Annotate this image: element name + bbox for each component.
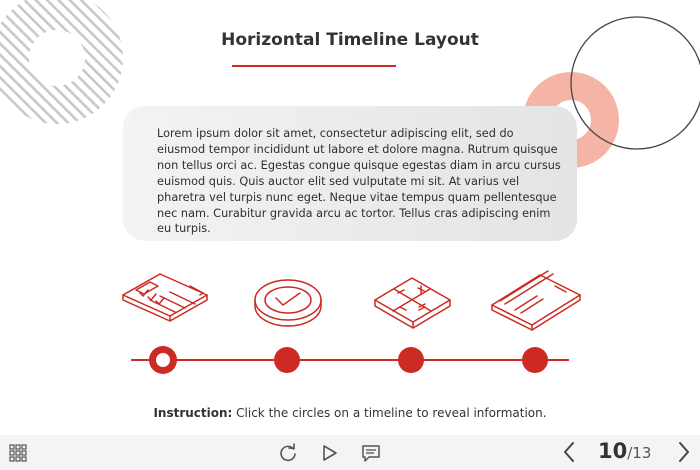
prev-arrow-icon[interactable] <box>561 441 577 463</box>
play-icon[interactable] <box>321 444 339 462</box>
replay-icon[interactable] <box>278 443 298 463</box>
menu-grid-icon[interactable] <box>9 444 27 462</box>
current-page: 10 <box>598 439 628 463</box>
horizontal-timeline <box>0 260 700 390</box>
page-separator: / <box>627 444 633 462</box>
timeline-marker-1[interactable] <box>149 346 177 374</box>
clipboard-checklist-icon <box>123 274 207 321</box>
player-control-bar <box>0 435 700 470</box>
slide-title: Horizontal Timeline Layout <box>221 30 479 50</box>
next-arrow-icon[interactable] <box>676 441 692 463</box>
notes-icon[interactable] <box>361 443 381 463</box>
title-underline <box>232 65 396 67</box>
info-text-box <box>123 106 577 241</box>
credit-card-icon <box>492 271 580 330</box>
instruction-label: Instruction: <box>153 406 233 420</box>
total-pages: 13 <box>632 444 652 462</box>
calculator-icon <box>375 278 450 328</box>
info-text: Lorem ipsum dolor sit amet, consectetur adipiscing elit, sed do eiusmod tempor incididunt ut labore et dolore magna. Rutrum quisque non tellus orci ac. Egestas congue quisque egestas diam in arcu cursus euismod quis. Quis auctor elit sed vulputate mi sit. At varius vel pharetra vel turpis nunc eget. Neque vitae tempus quam pellentesque nec nam. Curabitur gravida arcu ac tortor. Tellus cras adipiscing enim eu turpis. <box>157 127 561 236</box>
page-counter <box>598 439 651 465</box>
timeline-marker-4[interactable] <box>522 347 548 373</box>
instruction-body: Click the circles on a timeline to reveal information. <box>232 406 547 420</box>
instruction-text <box>0 406 700 420</box>
timeline-marker-3[interactable] <box>398 347 424 373</box>
coin-check-icon <box>255 280 321 326</box>
timeline-marker-2[interactable] <box>274 347 300 373</box>
